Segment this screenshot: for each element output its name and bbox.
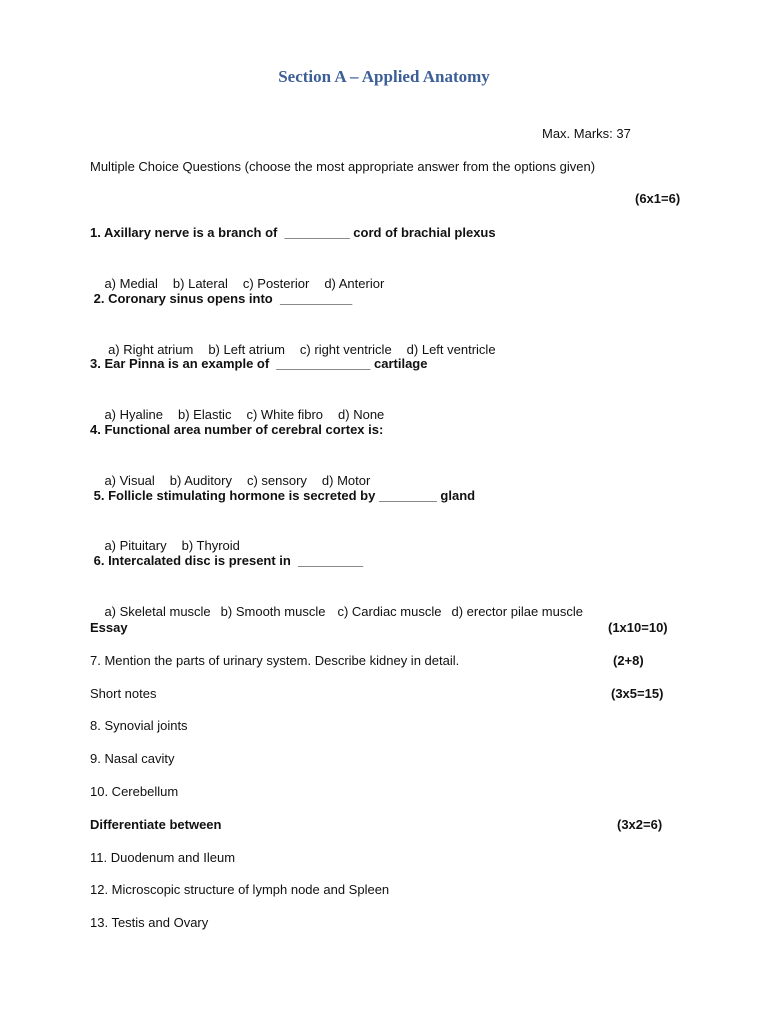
question-6: 6. Intercalated disc is present in _________ (90, 553, 364, 568)
option: b) Thyroid (181, 538, 240, 553)
option: c) right ventricle (299, 342, 392, 357)
max-marks: Max. Marks: 37 (542, 126, 631, 141)
short-note-item: 9. Nasal cavity (90, 751, 175, 766)
differentiate-item: 12. Microscopic structure of lymph node and Spleen (90, 882, 390, 897)
option: b) Elastic (177, 407, 232, 422)
option: d) erector pilae muscle (451, 604, 583, 619)
option: b) Left atrium (208, 342, 285, 357)
option: c) Posterior (242, 276, 310, 291)
question-3: 3. Ear Pinna is an example of _____________ cartilage (90, 356, 428, 371)
question-6-options (90, 585, 583, 639)
option: b) Lateral (172, 276, 228, 291)
option: a) Right atrium (104, 342, 194, 357)
short-note-item: 10. Cerebellum (90, 784, 179, 799)
option: b) Smooth muscle (220, 604, 326, 619)
mcq-instruction: Multiple Choice Questions (choose the most appropriate answer from the options given) (90, 159, 596, 174)
question-7: 7. Mention the parts of urinary system. Describe kidney in detail. (90, 653, 460, 668)
question-4: 4. Functional area number of cerebral cortex is: (90, 422, 384, 437)
differentiate-heading: Differentiate between (90, 817, 222, 832)
option: a) Pituitary (104, 538, 167, 553)
essay-marks: (1x10=10) (608, 620, 668, 635)
essay-heading: Essay (90, 620, 128, 635)
option: a) Visual (104, 473, 155, 488)
differentiate-item: 13. Testis and Ovary (90, 915, 209, 930)
section-title: Section A – Applied Anatomy (278, 67, 490, 86)
question-2: 2. Coronary sinus opens into __________ (90, 291, 353, 306)
question-7-marks: (2+8) (613, 653, 644, 668)
short-notes-marks: (3x5=15) (611, 686, 664, 701)
option: c) Cardiac muscle (337, 604, 442, 619)
differentiate-item: 11. Duodenum and Ileum (90, 850, 236, 865)
option: a) Skeletal muscle (104, 604, 211, 619)
question-5: 5. Follicle stimulating hormone is secreted by ________ gland (90, 488, 476, 503)
option: c) sensory (246, 473, 307, 488)
option: c) White fibro (246, 407, 324, 422)
option: d) None (338, 407, 385, 422)
short-notes-heading: Short notes (90, 686, 157, 701)
short-note-item: 8. Synovial joints (90, 718, 188, 733)
option: b) Auditory (169, 473, 232, 488)
question-1: 1. Axillary nerve is a branch of _________ cord of brachial plexus (90, 225, 496, 240)
option: a) Medial (104, 276, 158, 291)
mcq-marks: (6x1=6) (635, 191, 681, 206)
differentiate-marks: (3x2=6) (617, 817, 663, 832)
option: d) Anterior (324, 276, 385, 291)
option: d) Left ventricle (406, 342, 496, 357)
option: a) Hyaline (104, 407, 163, 422)
option: d) Motor (321, 473, 371, 488)
